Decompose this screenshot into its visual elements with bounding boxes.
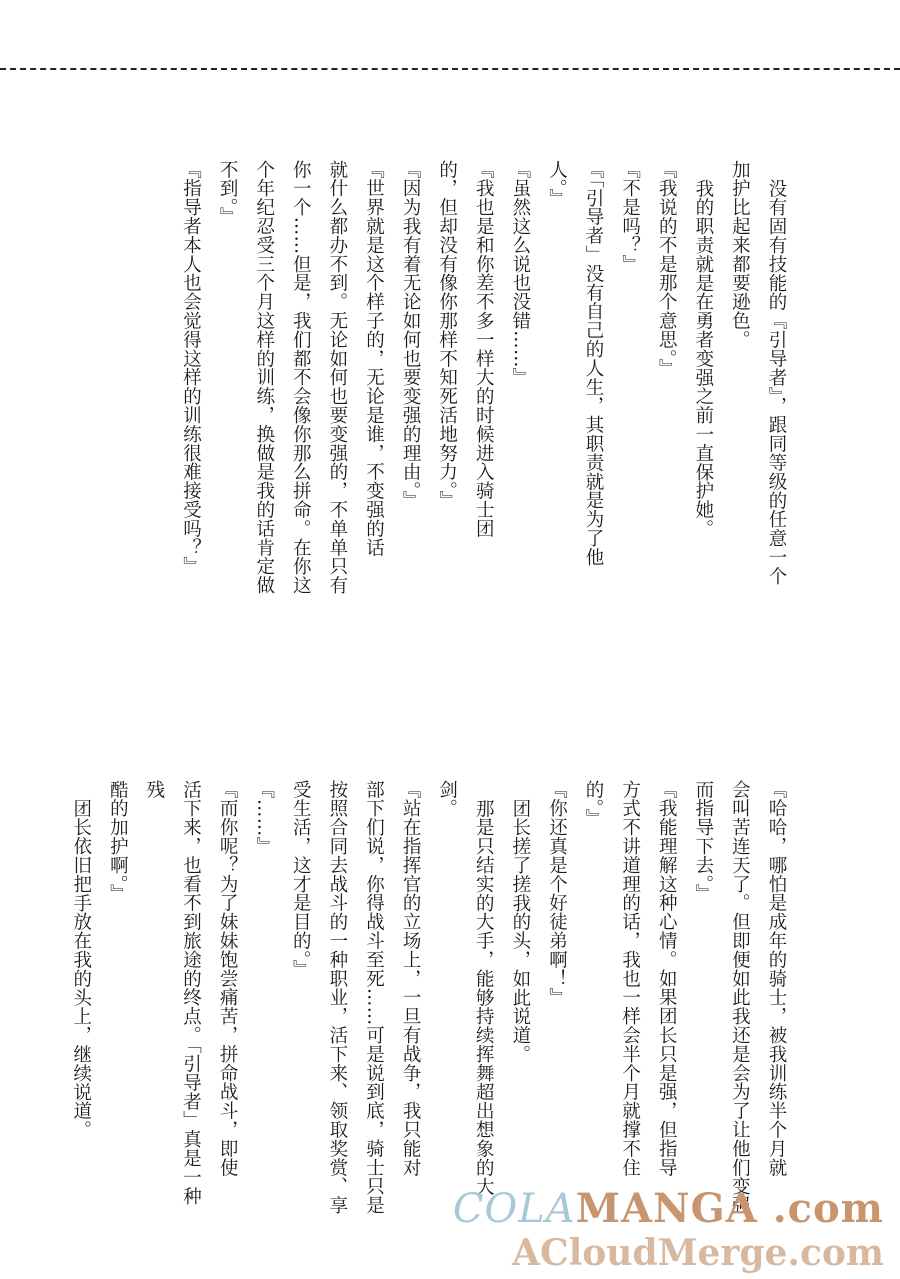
text-column: 『哈哈，哪怕是成年的骑士，被我训练半个月就: [766, 780, 787, 1177]
text-column: 加护比起来都要逊色。: [729, 160, 751, 349]
text-column: 按照合同去战斗的一种职业，活下来、领取奖赏、享: [326, 780, 348, 1215]
text-column: 的。』: [583, 780, 605, 828]
text-column: 人。』: [546, 160, 568, 208]
text-column: 没有固有技能的『引导者』，跟同等级的任意一个: [766, 178, 787, 586]
text-column: 活下来，也看不到旅途的终点。「引导者」真是一种残: [143, 780, 202, 1206]
text-column: 团长依旧把手放在我的头上，继续说道。: [70, 798, 92, 1139]
dashed-divider: [0, 68, 900, 70]
text-column: 『而你呢？为了妹妹饱尝痛苦，拼命战斗，即使: [217, 780, 239, 1177]
text-column: 剑。: [436, 780, 458, 818]
text-column: 而指导下去。』: [692, 780, 714, 904]
text-column: 『世界就是这个样子的，无论是谁，不变强的话: [363, 160, 385, 557]
text-column: 你一个……但是，我们都不会像你那么拼命。在你这: [290, 160, 312, 595]
text-column: 『你还真是个好徒弟啊！』: [546, 780, 568, 1007]
text-column: 方式不讲道理的话，我也一样会半个月就撑不住: [619, 780, 641, 1177]
text-column: 的，但却没有像你那样不知死活地努力。』: [436, 160, 458, 510]
text-column: 个年纪忍受三个月这样的训练，换做是我的话肯定做: [253, 160, 275, 595]
text-column: 会叫苦连天了。但即便如此我还是会为了让他们变强: [729, 780, 751, 1215]
text-column: 团长搓了搓我的头，如此说道。: [509, 798, 531, 1064]
text-column: 『因为我有着无论如何也要变强的理由。』: [400, 160, 422, 510]
text-column: 『我说的不是那个意思。』: [656, 160, 678, 378]
watermark-line-1: COLAMANGA .com: [452, 1185, 884, 1232]
text-column: 『虽然这么说也没错……』: [509, 160, 531, 387]
text-column: 不到。』: [217, 160, 239, 227]
text-column: 『我也是和你差不多一样大的时候进入骑士团: [473, 160, 495, 538]
text-column: 我的职责就是在勇者变强之前一直保护她。: [692, 178, 714, 538]
text-column: 就什么都办不到。无论如何也要变强的，不单单只有: [326, 160, 348, 595]
text-block-bottom: [62, 780, 794, 1220]
text-block-top: [172, 160, 794, 600]
text-column: 『不是吗？』: [619, 160, 641, 274]
novel-page-body: [70, 160, 794, 1220]
text-column: 部下们说，你得战斗至死……可是说到底，骑士只是: [363, 780, 385, 1215]
text-column: 『「引导者」没有自己的人生，其职责就是为了他: [583, 160, 605, 567]
text-column: 酷的加护啊。』: [107, 780, 129, 904]
text-column: 『我能理解这种心情。如果团长只是强，但指导: [656, 780, 678, 1177]
text-column: 『指导者本人也会觉得这样的训练很难接受吗？』: [180, 160, 202, 576]
watermark-line-2: ACloudMerge.com: [512, 1232, 884, 1274]
text-column: 『……』: [253, 780, 275, 856]
text-column: 受生活，这才是目的。』: [290, 780, 312, 979]
text-column: 那是只结实的大手，能够持续挥舞超出想象的大: [473, 798, 495, 1196]
site-watermark: [452, 1185, 884, 1274]
text-column: 『站在指挥官的立场上，一旦有战争，我只能对: [400, 780, 422, 1177]
